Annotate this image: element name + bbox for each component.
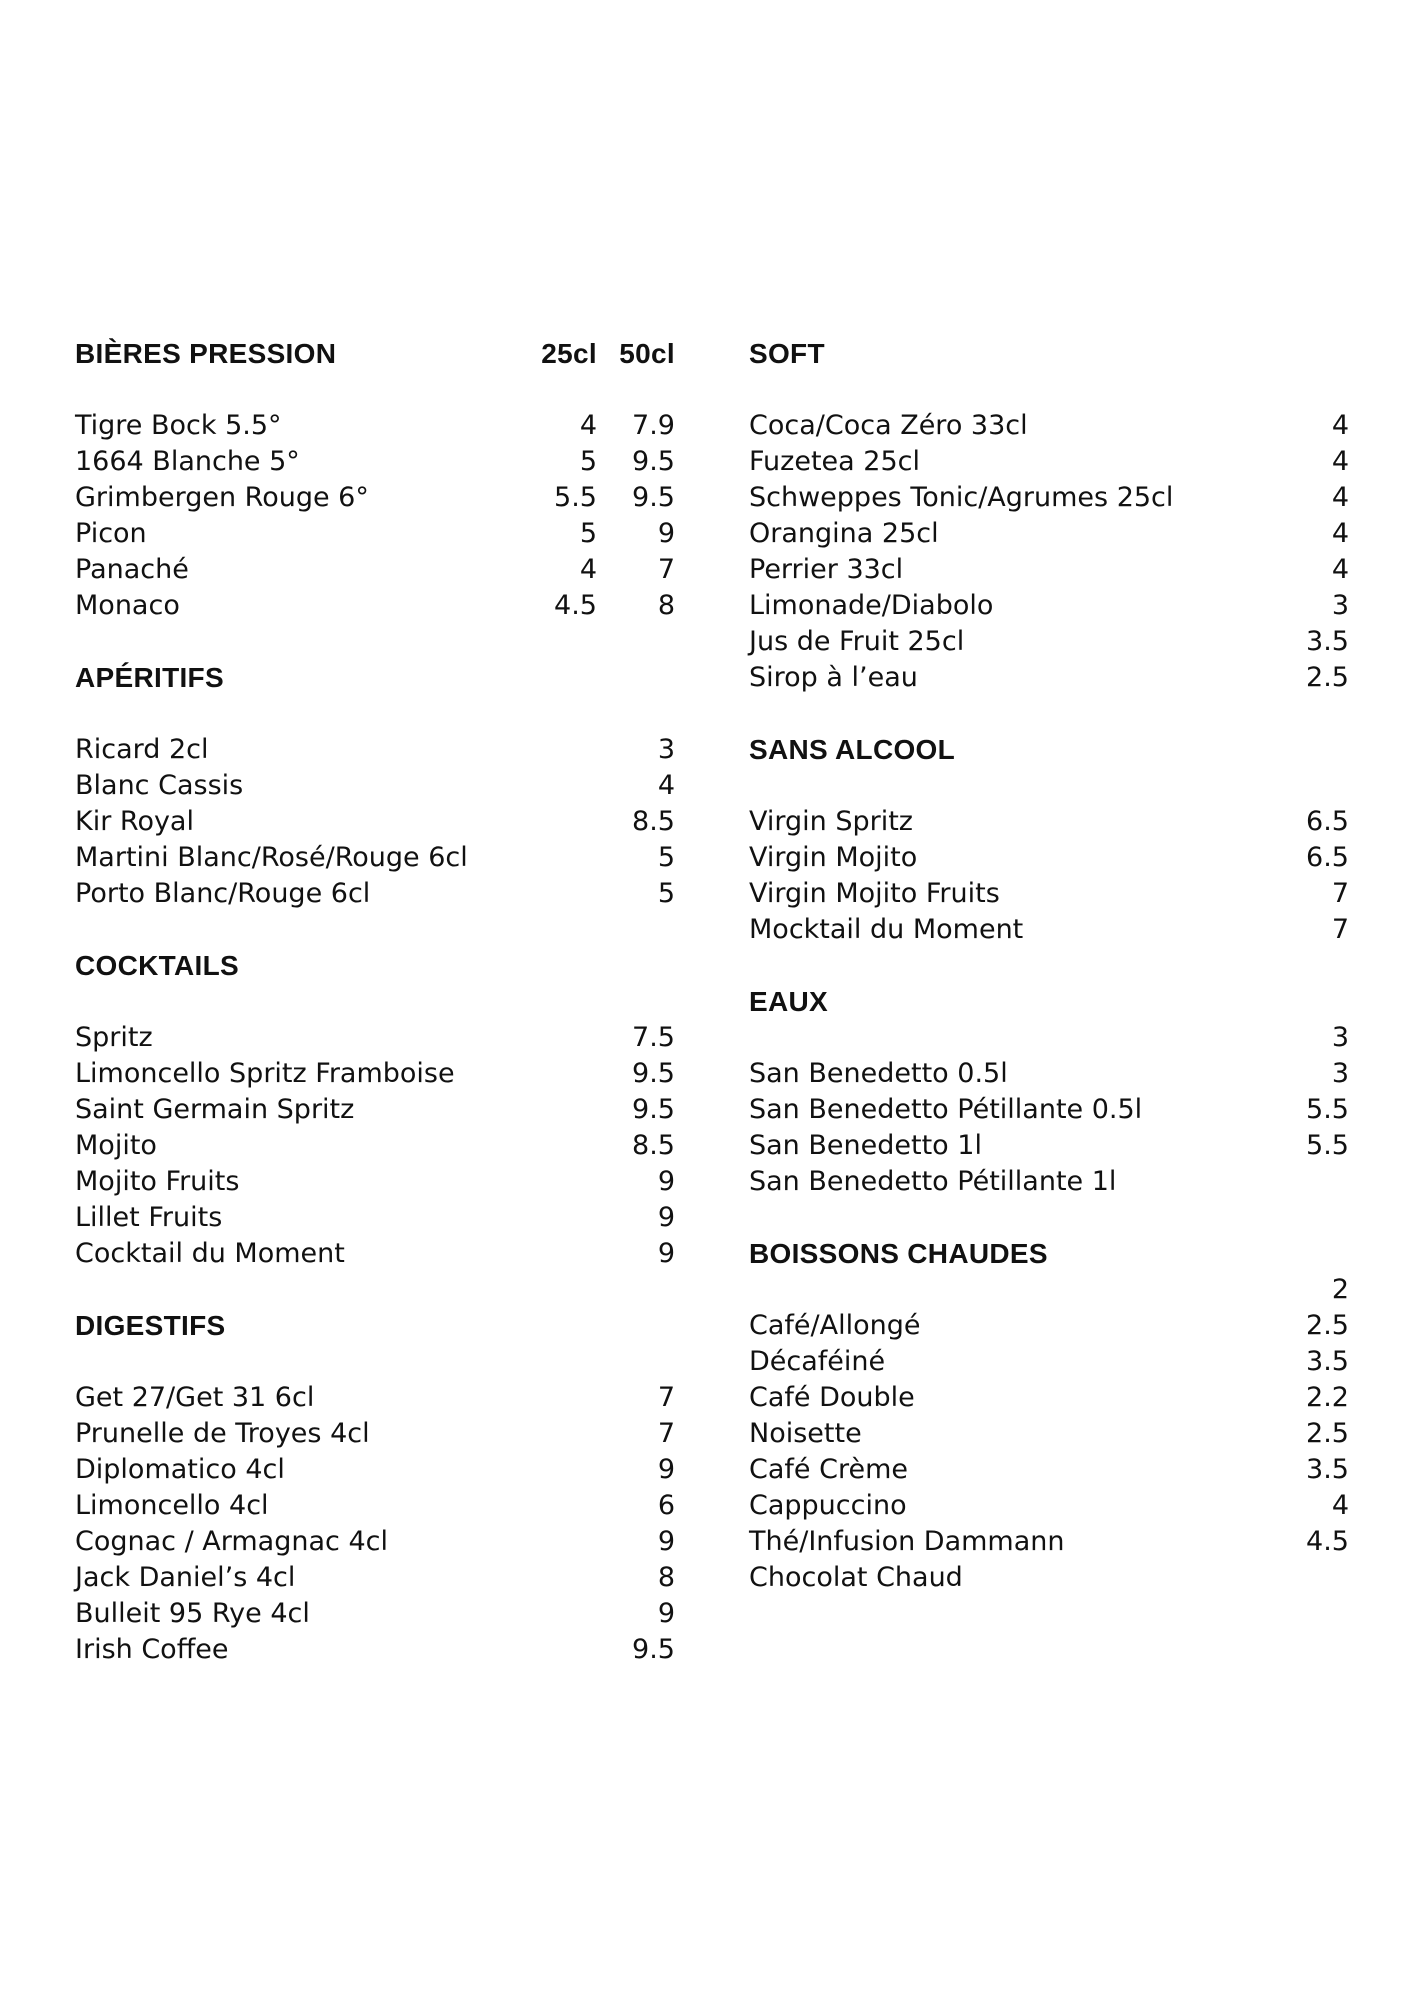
section-title: DIGESTIFS [75, 1310, 226, 1341]
item-price-50cl: 9.5 [632, 482, 675, 513]
menu-line [749, 1416, 1349, 1452]
column-header-50cl: 50cl [619, 338, 675, 369]
menu-item [749, 588, 1349, 624]
item-price: 4 [1331, 1490, 1349, 1521]
item-name: Fuzetea 25cl [749, 446, 920, 477]
item-price: 2.5 [1306, 1418, 1349, 1449]
menu-line [749, 1344, 1349, 1380]
item-price: 3 [1331, 590, 1349, 621]
menu-item [749, 552, 1349, 588]
menu-item [75, 1524, 675, 1560]
item-price-50cl: 8 [657, 590, 675, 621]
item-price: 3.5 [1306, 1454, 1349, 1485]
menu-item [75, 804, 675, 840]
section-title: COCKTAILS [75, 950, 239, 981]
item-name: Décaféiné [749, 1346, 886, 1377]
item-name: Jack Daniel’s 4cl [75, 1562, 296, 1593]
item-price-25cl: 4 [579, 554, 597, 585]
item-price: 3 [657, 734, 675, 765]
item-name: Prunelle de Troyes 4cl [75, 1418, 370, 1449]
item-price: 4 [1331, 482, 1349, 513]
item-name: Porto Blanc/Rouge 6cl [75, 878, 371, 909]
menu-line [749, 1092, 1349, 1128]
section-title: BIÈRES PRESSION [75, 338, 337, 369]
item-name: Tigre Bock 5.5° [75, 410, 282, 441]
menu-line [749, 1488, 1349, 1524]
menu-item [75, 408, 675, 444]
menu-item [75, 1056, 675, 1092]
item-price: 9 [657, 1454, 675, 1485]
menu-item [75, 732, 675, 768]
item-price: 9 [657, 1166, 675, 1197]
item-name: Lillet Fruits [75, 1202, 223, 1233]
item-name: Mocktail du Moment [749, 914, 1024, 945]
item-price: 5 [657, 878, 675, 909]
menu-item [75, 1380, 675, 1416]
menu-item [749, 840, 1349, 876]
item-name: Limoncello 4cl [75, 1490, 269, 1521]
menu-item [75, 588, 675, 624]
item-price-25cl: 5 [579, 518, 597, 549]
menu-item [749, 408, 1349, 444]
menu-line [749, 1020, 1349, 1056]
section-title: BOISSONS CHAUDES [749, 1238, 1048, 1269]
item-name: Café/Allongé [749, 1310, 921, 1341]
menu-item [75, 1128, 675, 1164]
item-name: Grimbergen Rouge 6° [75, 482, 369, 513]
item-name: Bulleit 95 Rye 4cl [75, 1598, 310, 1629]
item-price-50cl: 9 [657, 518, 675, 549]
item-name: Sirop à l’eau [749, 662, 918, 693]
menu-item [749, 444, 1349, 480]
item-price: 9 [657, 1202, 675, 1233]
menu-item [75, 1164, 675, 1200]
item-price: 2.2 [1306, 1382, 1349, 1413]
menu-line [749, 1380, 1349, 1416]
item-name: Thé/Infusion Dammann [749, 1526, 1065, 1557]
item-name: Schweppes Tonic/Agrumes 25cl [749, 482, 1174, 513]
item-price: 8.5 [632, 1130, 675, 1161]
menu-item [749, 912, 1349, 948]
item-name: Café Crème [749, 1454, 908, 1485]
item-price: 9 [657, 1526, 675, 1557]
menu-item [75, 480, 675, 516]
menu-line [749, 1524, 1349, 1560]
item-price: 4.5 [1306, 1526, 1349, 1557]
item-price: 9.5 [632, 1058, 675, 1089]
item-name: Irish Coffee [75, 1634, 229, 1665]
item-name: Panaché [75, 554, 189, 585]
menu-item [75, 876, 675, 912]
menu-item [75, 1632, 675, 1668]
item-price: 7 [1331, 878, 1349, 909]
menu-item [75, 1452, 675, 1488]
menu-item [75, 516, 675, 552]
item-price: 5 [657, 842, 675, 873]
menu-item [749, 624, 1349, 660]
item-price: 4 [1331, 410, 1349, 441]
item-name: Limoncello Spritz Framboise [75, 1058, 455, 1089]
item-price-25cl: 4 [579, 410, 597, 441]
item-price-50cl: 7 [657, 554, 675, 585]
menu-line [749, 1164, 1349, 1200]
item-price: 7 [657, 1382, 675, 1413]
menu-line [749, 1272, 1349, 1308]
menu-item [75, 444, 675, 480]
menu-line [749, 1056, 1349, 1092]
item-price: 7 [657, 1418, 675, 1449]
menu-line [749, 1308, 1349, 1344]
item-name: Perrier 33cl [749, 554, 904, 585]
item-name: Jus de Fruit 25cl [749, 626, 965, 657]
section-title: SANS ALCOOL [749, 734, 956, 765]
item-price: 9 [657, 1598, 675, 1629]
item-name: Limonade/Diabolo [749, 590, 994, 621]
item-price: 6.5 [1306, 842, 1349, 873]
item-price: 9.5 [632, 1634, 675, 1665]
section-title: APÉRITIFS [75, 662, 224, 693]
item-price: 4 [1331, 518, 1349, 549]
menu-item [75, 1200, 675, 1236]
menu-item [749, 804, 1349, 840]
menu-item [75, 1416, 675, 1452]
item-price: 4 [1331, 554, 1349, 585]
menu-item [75, 768, 675, 804]
item-name: Diplomatico 4cl [75, 1454, 285, 1485]
section-header-digestifs [75, 1308, 675, 1344]
section-header-sans-alcool [749, 732, 1349, 768]
item-name: Cappuccino [749, 1490, 907, 1521]
item-name: Picon [75, 518, 147, 549]
item-price: 4 [657, 770, 675, 801]
item-price: 8 [657, 1562, 675, 1593]
item-name: Coca/Coca Zéro 33cl [749, 410, 1028, 441]
menu-item [75, 552, 675, 588]
item-price: 6 [657, 1490, 675, 1521]
menu-item [75, 1236, 675, 1272]
section-header-cocktails [75, 948, 675, 984]
item-price: 5.5 [1306, 1094, 1349, 1125]
menu-item [75, 1488, 675, 1524]
item-name: Orangina 25cl [749, 518, 939, 549]
item-name: 1664 Blanche 5° [75, 446, 300, 477]
item-price: 7.5 [632, 1022, 675, 1053]
item-name: Café Double [749, 1382, 915, 1413]
item-price: 7 [1331, 914, 1349, 945]
item-price: 2.5 [1306, 1310, 1349, 1341]
item-price: 8.5 [632, 806, 675, 837]
menu-item [75, 1020, 675, 1056]
section-header-boissons-chaudes [749, 1236, 1349, 1272]
item-price: 4 [1331, 446, 1349, 477]
item-name: Get 27/Get 31 6cl [75, 1382, 315, 1413]
menu-item [749, 660, 1349, 696]
item-price: 5.5 [1306, 1130, 1349, 1161]
section-title: EAUX [749, 986, 828, 1017]
section-header-soft [749, 336, 1349, 372]
section-header-aperitifs [75, 660, 675, 696]
item-name: Saint Germain Spritz [75, 1094, 355, 1125]
item-price: 3.5 [1306, 1346, 1349, 1377]
item-price: 3 [1331, 1022, 1349, 1053]
item-name: San Benedetto Pétillante 0.5l [749, 1094, 1143, 1125]
item-name: Cocktail du Moment [75, 1238, 345, 1269]
item-name: Kir Royal [75, 806, 194, 837]
menu-line [749, 1128, 1349, 1164]
item-name: Monaco [75, 590, 180, 621]
item-name: Noisette [749, 1418, 862, 1449]
item-price-50cl: 9.5 [632, 446, 675, 477]
menu-item [75, 840, 675, 876]
item-price: 3.5 [1306, 626, 1349, 657]
section-header-bieres [75, 336, 675, 372]
item-name: Mojito Fruits [75, 1166, 240, 1197]
item-name: Spritz [75, 1022, 153, 1053]
menu-line [749, 1452, 1349, 1488]
item-price-50cl: 7.9 [632, 410, 675, 441]
column-header-25cl: 25cl [541, 338, 597, 369]
item-name: Cognac / Armagnac 4cl [75, 1526, 388, 1557]
item-name: Chocolat Chaud [749, 1562, 963, 1593]
item-price-25cl: 5.5 [554, 482, 597, 513]
item-price: 9.5 [632, 1094, 675, 1125]
item-price: 9 [657, 1238, 675, 1269]
item-name: Martini Blanc/Rosé/Rouge 6cl [75, 842, 468, 873]
menu-item [749, 480, 1349, 516]
item-name: Virgin Spritz [749, 806, 913, 837]
item-price: 6.5 [1306, 806, 1349, 837]
item-name: Blanc Cassis [75, 770, 244, 801]
section-header-eaux [749, 984, 1349, 1020]
item-price: 3 [1331, 1058, 1349, 1089]
menu-item [75, 1596, 675, 1632]
item-name: Mojito [75, 1130, 157, 1161]
item-name: Virgin Mojito [749, 842, 918, 873]
menu-line [749, 1560, 1349, 1596]
section-title: SOFT [749, 338, 825, 369]
item-price-25cl: 5 [579, 446, 597, 477]
item-name: Virgin Mojito Fruits [749, 878, 1000, 909]
menu-item [75, 1092, 675, 1128]
item-name: San Benedetto Pétillante 1l [749, 1166, 1117, 1197]
menu-item [749, 876, 1349, 912]
item-name: San Benedetto 1l [749, 1130, 982, 1161]
item-price-25cl: 4.5 [554, 590, 597, 621]
menu-item [749, 516, 1349, 552]
item-name: Ricard 2cl [75, 734, 209, 765]
item-price: 2.5 [1306, 662, 1349, 693]
menu-item [75, 1560, 675, 1596]
item-price: 2 [1331, 1274, 1349, 1305]
item-name: San Benedetto 0.5l [749, 1058, 1008, 1089]
